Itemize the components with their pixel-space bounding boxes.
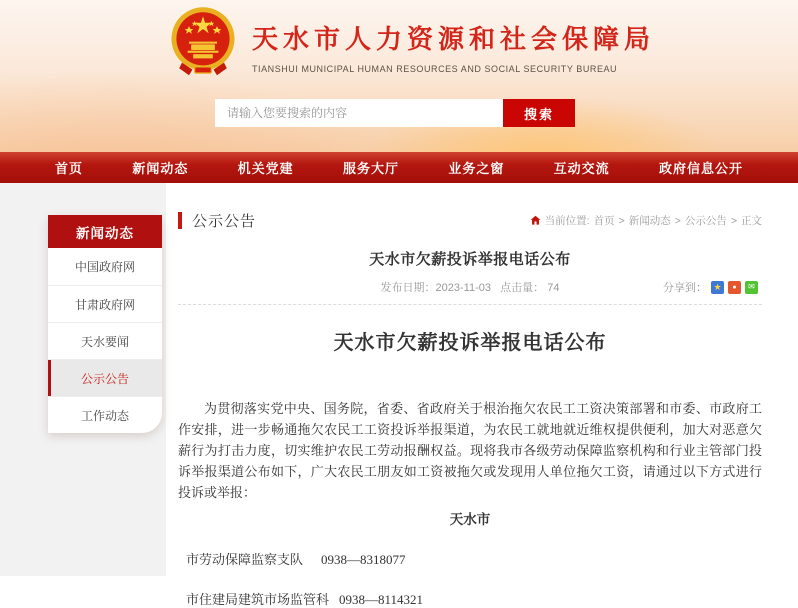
article-paragraph: 为贯彻落实党中央、国务院，省委、省政府关于根治拖欠农民工工资决策部署和市委、市政府工作安排，进一步畅通拖欠农民工工资投诉举报渠道，为农民工就地就近维权提供便利，加大对恶意欠薪行为打击力度，切实维护农民工劳动报酬权益。现将我市各级劳动保障监察机构和行业主管部门投诉举报渠道公布如下，广大农民工朋友如工资被拖欠或发现用人单位拖欠工资，请通过以下方式进行投诉或举报：: [178, 401, 762, 500]
share-bar: [663, 279, 758, 295]
qzone-share-icon[interactable]: ★: [711, 281, 724, 294]
search-bar: [215, 99, 575, 127]
search-input[interactable]: [215, 99, 503, 127]
publish-date-label: 发布日期：: [380, 282, 436, 294]
home-icon: [530, 215, 541, 226]
search-button[interactable]: 搜索: [503, 99, 575, 127]
breadcrumb-separator: >: [730, 214, 737, 227]
city-heading: 天水市: [449, 512, 491, 527]
article-body-title: 天水市欠薪投诉举报电话公布: [333, 332, 607, 354]
nav-item-business[interactable]: 业务之窗: [448, 161, 505, 176]
contact-line: [178, 549, 762, 568]
nav-item-news[interactable]: 新闻动态: [132, 161, 189, 176]
nav-item-party[interactable]: 机关党建: [237, 161, 294, 176]
sidebar-item-label: 工作动态: [80, 408, 129, 423]
section-title: 公示公告: [192, 212, 257, 230]
sidebar-item-label: 中国政府网: [74, 260, 135, 274]
article-meta-row: [178, 279, 762, 293]
breadcrumb-notices[interactable]: 公示公告: [684, 215, 727, 227]
breadcrumb-current: 正文: [741, 215, 762, 227]
article-title: 天水市欠薪投诉举报电话公布: [369, 251, 571, 268]
breadcrumb: [530, 213, 762, 228]
weibo-share-icon[interactable]: ●: [728, 281, 741, 294]
meta-divider: [178, 304, 762, 305]
sidebar-item-gansu-gov[interactable]: [48, 285, 162, 322]
sidebar-item-label: 天水要闻: [80, 334, 129, 349]
main-nav: [0, 152, 798, 183]
section-header: [178, 204, 762, 236]
sidebar-news-menu: [48, 215, 162, 433]
sidebar-item-work-updates[interactable]: [48, 396, 162, 433]
nav-item-gov-info[interactable]: 政府信息公开: [658, 161, 743, 176]
main-content: [178, 204, 762, 608]
nav-item-home[interactable]: 首页: [55, 161, 84, 176]
sidebar-title: 新闻动态: [48, 215, 162, 248]
contact-phone: 0938—8318077: [321, 552, 406, 567]
sidebar-item-label: 公示公告: [80, 371, 129, 386]
national-emblem-icon: [168, 5, 238, 81]
breadcrumb-home[interactable]: 首页: [593, 215, 615, 227]
site-subtitle: TIANSHUI MUNICIPAL HUMAN RESOURCES AND SOCIAL SECURITY BUREAU: [252, 64, 618, 74]
publish-date: 2023-11-03: [435, 282, 491, 294]
breadcrumb-label: 当前位置:: [544, 215, 590, 227]
site-title-block: [252, 19, 655, 74]
sidebar-item-china-gov[interactable]: [48, 248, 162, 285]
nav-item-service-hall[interactable]: 服务大厅: [342, 161, 399, 176]
sidebar-item-label: 甘肃政府网: [74, 297, 135, 312]
section-accent-bar: [178, 212, 182, 229]
share-label: 分享到：: [663, 282, 707, 294]
site-title: 天水市人力资源和社会保障局: [252, 24, 656, 54]
contact-phone: 0938—8114321: [339, 592, 424, 607]
breadcrumb-separator: >: [674, 214, 681, 227]
site-header: [0, 0, 798, 152]
breadcrumb-news[interactable]: 新闻动态: [628, 215, 671, 227]
contact-department: 市住建局建筑市场监管科: [186, 592, 330, 607]
sidebar-item-public-notices[interactable]: [48, 359, 162, 396]
breadcrumb-separator: >: [618, 214, 625, 227]
contact-department: 市劳动保障监察支队: [186, 552, 304, 567]
contact-line: [178, 589, 762, 608]
wechat-share-icon[interactable]: ✉: [745, 281, 758, 294]
views-label: 点击量：: [500, 282, 545, 294]
views-count: 74: [547, 282, 560, 294]
sidebar-item-tianshui-news[interactable]: [48, 322, 162, 359]
nav-item-interaction[interactable]: 互动交流: [553, 161, 610, 176]
